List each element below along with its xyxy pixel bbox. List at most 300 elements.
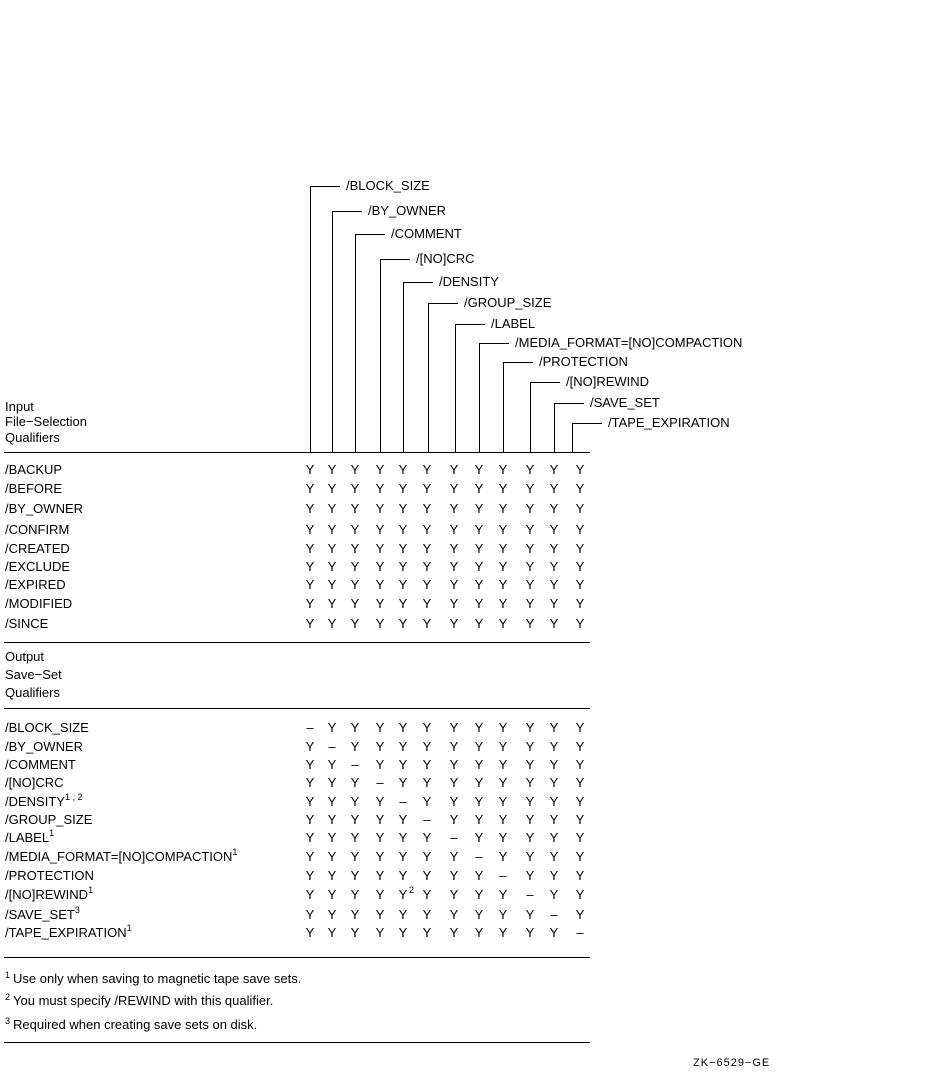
cell-value: Y [327, 522, 337, 537]
compatibility-cell [473, 813, 485, 827]
compatibility-cell [473, 578, 485, 592]
cell-value: Y [305, 559, 315, 574]
cell-value: Y [575, 720, 585, 735]
compatibility-cell [448, 542, 460, 556]
compatibility-cell [349, 542, 361, 556]
compatibility-cell [349, 888, 361, 902]
cell-value: Y [474, 462, 484, 477]
column-leader-horizontal [554, 403, 584, 404]
footnote-marker: 1 [126, 923, 132, 933]
cell-value: Y [575, 522, 585, 537]
qualifier-label [5, 847, 238, 865]
compatibility-cell [574, 463, 586, 477]
compatibility-cell [374, 721, 386, 735]
cell-value: Y [398, 501, 408, 516]
cell-value: Y [474, 616, 484, 631]
qualifier-label [5, 776, 64, 790]
compatibility-cell [548, 869, 560, 883]
compatibility-cell [574, 795, 586, 809]
cell-value: Y [575, 541, 585, 556]
compatibility-cell [548, 758, 560, 772]
cell-value: Y [575, 739, 585, 754]
compatibility-cell [473, 542, 485, 556]
cell-value: Y [350, 907, 360, 922]
cell-value: Y [525, 739, 535, 754]
compatibility-cell [524, 776, 536, 790]
compatibility-cell [548, 740, 560, 754]
compatibility-cell [574, 721, 586, 735]
qualifier-label [5, 560, 70, 574]
column-leader-vertical [503, 362, 504, 452]
cell-value: Y [398, 616, 408, 631]
column-header: /BLOCK_SIZE [346, 178, 430, 193]
compatibility-cell [473, 908, 485, 922]
cell-value: Y [575, 794, 585, 809]
cell-value: Y [327, 462, 337, 477]
cell-value: Y [575, 868, 585, 883]
cell-value: Y [525, 522, 535, 537]
cell-value: Y [422, 559, 432, 574]
compatibility-cell [548, 776, 560, 790]
column-leader-vertical [479, 343, 480, 452]
cell-value: Y [422, 775, 432, 790]
qualifier-name: /PROTECTION [5, 868, 94, 883]
footnote-marker: 2 [5, 992, 11, 1002]
figure-reference: ZK−6529−GE [693, 1057, 771, 1069]
column-leader-vertical [572, 423, 573, 452]
cell-value: – [328, 739, 336, 754]
cell-value: Y [375, 577, 385, 592]
cell-value: Y [375, 794, 385, 809]
cell-value: Y [422, 522, 432, 537]
cell-value: – [550, 907, 558, 922]
compatibility-cell [524, 502, 536, 516]
cell-value: Y [327, 849, 337, 864]
compatibility-cell [374, 740, 386, 754]
compatibility-cell [524, 908, 536, 922]
column-header: /PROTECTION [539, 354, 628, 369]
compatibility-cell [326, 926, 338, 940]
compatibility-cell [349, 463, 361, 477]
cell-value: Y [525, 541, 535, 556]
footnote-marker: 1 [5, 970, 11, 980]
cell-value: Y [398, 559, 408, 574]
cell-value: Y [525, 794, 535, 809]
cell-value: Y [449, 720, 459, 735]
cell-value: Y [449, 616, 459, 631]
qualifier-label [5, 502, 83, 516]
cell-value: Y [575, 812, 585, 827]
compatibility-cell [473, 560, 485, 574]
compatibility-cell [448, 617, 460, 631]
compatibility-cell [374, 926, 386, 940]
column-leader-horizontal [403, 282, 433, 283]
compatibility-cell [326, 831, 338, 845]
section-heading-input: File−Selection [5, 414, 88, 429]
qualifier-name: /EXPIRED [5, 577, 66, 592]
compatibility-cell [473, 926, 485, 940]
cell-value: Y [327, 596, 337, 611]
compatibility-cell [448, 578, 460, 592]
cell-value: Y [305, 616, 315, 631]
cell-value: Y [375, 462, 385, 477]
cell-value: Y [449, 849, 459, 864]
cell-value: Y [350, 868, 360, 883]
qualifier-name: /GROUP_SIZE [5, 812, 93, 827]
qualifier-name: /MODIFIED [5, 596, 73, 611]
compatibility-cell [397, 523, 409, 537]
cell-value: Y [575, 462, 585, 477]
compatibility-cell [374, 542, 386, 556]
compatibility-cell [421, 740, 433, 754]
qualifier-name: /SAVE_SET [5, 907, 75, 922]
cell-value: Y [327, 830, 337, 845]
compatibility-cell [497, 617, 509, 631]
compatibility-cell [304, 813, 316, 827]
compatibility-cell [548, 482, 560, 496]
cell-value: Y [575, 775, 585, 790]
compatibility-cell [524, 888, 536, 902]
cell-value: Y [350, 541, 360, 556]
compatibility-cell [421, 908, 433, 922]
footnote-marker: 1 [232, 847, 238, 857]
cell-value: Y [398, 830, 408, 845]
cell-value: Y [305, 794, 315, 809]
cell-value: Y [474, 775, 484, 790]
compatibility-cell [574, 502, 586, 516]
cell-value: – [423, 812, 431, 827]
cell-value: Y [575, 501, 585, 516]
cell-value: Y [327, 481, 337, 496]
cell-value: Y [305, 775, 315, 790]
cell-value: Y [350, 481, 360, 496]
cell-value: Y [350, 462, 360, 477]
column-header: /BY_OWNER [368, 203, 447, 218]
compatibility-cell [448, 908, 460, 922]
cell-value: Y [549, 616, 559, 631]
qualifier-label [5, 869, 94, 883]
qualifier-label [5, 758, 76, 772]
cell-value: Y [525, 830, 535, 845]
cell-value: Y [498, 849, 508, 864]
qualifier-label [5, 792, 83, 810]
compatibility-cell [397, 813, 409, 827]
compatibility-cell [548, 795, 560, 809]
cell-value: Y [398, 541, 408, 556]
compatibility-cell [397, 560, 409, 574]
footnote-text: Required when creating save sets on disk. [13, 1017, 258, 1032]
cell-value: Y [422, 925, 432, 940]
compatibility-cell [524, 795, 536, 809]
qualifier-name: /COMMENT [5, 757, 76, 772]
compatibility-cell [473, 776, 485, 790]
qualifier-label [5, 578, 66, 592]
compatibility-cell [349, 740, 361, 754]
compatibility-cell [524, 869, 536, 883]
compatibility-cell [497, 542, 509, 556]
qualifier-label [5, 597, 72, 611]
compatibility-cell [473, 758, 485, 772]
compatibility-cell [326, 721, 338, 735]
qualifier-name: /CREATED [5, 541, 70, 556]
cell-value: Y [422, 907, 432, 922]
compatibility-cell [448, 523, 460, 537]
compatibility-cell [326, 888, 338, 902]
compatibility-cell [349, 578, 361, 592]
cell-value: Y [498, 501, 508, 516]
cell-value: Y [525, 596, 535, 611]
compatibility-cell [349, 795, 361, 809]
compatibility-cell [574, 560, 586, 574]
cell-value: Y [449, 541, 459, 556]
cell-value: Y [498, 559, 508, 574]
qualifier-name: /EXCLUDE [5, 559, 71, 574]
compatibility-cell [374, 502, 386, 516]
cell-value: Y [449, 577, 459, 592]
cell-value: Y [327, 925, 337, 940]
cell-value: Y [525, 559, 535, 574]
compatibility-cell [574, 813, 586, 827]
qualifier-label [5, 463, 62, 477]
footnote-text: You must specify /REWIND with this qualifier. [13, 993, 274, 1008]
compatibility-cell [304, 795, 316, 809]
cell-value: Y [449, 925, 459, 940]
column-header: /[NO]CRC [416, 251, 475, 266]
compatibility-cell [349, 502, 361, 516]
cell-value: Y [350, 720, 360, 735]
cell-value: Y [375, 481, 385, 496]
compatibility-cell [326, 795, 338, 809]
cell-value: Y [575, 757, 585, 772]
cell-value: Y [525, 462, 535, 477]
cell-value: Y [422, 462, 432, 477]
column-header: /[NO]REWIND [566, 374, 650, 389]
compatibility-cell [574, 740, 586, 754]
cell-value: Y [350, 830, 360, 845]
cell-value: Y [549, 462, 559, 477]
qualifier-label [5, 885, 94, 903]
compatibility-cell [548, 560, 560, 574]
cell-value: Y [398, 481, 408, 496]
cell-value: Y [498, 541, 508, 556]
compatibility-cell [497, 813, 509, 827]
cell-value: Y [398, 462, 408, 477]
cell-value: Y [350, 559, 360, 574]
compatibility-cell [524, 740, 536, 754]
compatibility-cell [397, 740, 409, 754]
cell-value: Y [549, 794, 559, 809]
cell-value: Y [549, 849, 559, 864]
cell-value: Y [375, 559, 385, 574]
cell-value: Y [549, 559, 559, 574]
compatibility-cell [397, 758, 409, 772]
compatibility-cell [326, 850, 338, 864]
cell-value: Y [498, 830, 508, 845]
cell-value: Y [474, 522, 484, 537]
cell-value: Y [422, 849, 432, 864]
cell-value: Y [422, 887, 432, 902]
compatibility-cell [574, 597, 586, 611]
compatibility-cell [326, 758, 338, 772]
compatibility-cell [524, 523, 536, 537]
compatibility-cell [304, 482, 316, 496]
compatibility-cell [497, 463, 509, 477]
cell-value: Y [327, 559, 337, 574]
cell-value: Y [350, 522, 360, 537]
cell-value: Y [549, 812, 559, 827]
cell-value: Y [498, 596, 508, 611]
compatibility-cell [421, 869, 433, 883]
qualifier-label [5, 542, 70, 556]
compatibility-cell [397, 885, 415, 902]
column-leader-vertical [332, 211, 333, 452]
cell-value: Y [498, 887, 508, 902]
cell-value: Y [350, 849, 360, 864]
cell-value: Y [375, 616, 385, 631]
column-header: /GROUP_SIZE [464, 295, 552, 310]
compatibility-cell [326, 523, 338, 537]
cell-value: Y [474, 720, 484, 735]
cell-value: Y [449, 559, 459, 574]
compatibility-cell [497, 502, 509, 516]
table-rule [4, 708, 590, 709]
cell-value: Y [305, 830, 315, 845]
cell-value: Y [305, 757, 315, 772]
compatibility-cell [374, 888, 386, 902]
column-leader-horizontal [310, 186, 340, 187]
cell-value: Y [350, 887, 360, 902]
compatibility-cell [497, 795, 509, 809]
compatibility-cell [349, 482, 361, 496]
compatibility-cell [448, 926, 460, 940]
cell-value: Y [350, 775, 360, 790]
compatibility-cell [473, 721, 485, 735]
compatibility-cell [304, 578, 316, 592]
qualifier-label [5, 813, 92, 827]
compatibility-cell [448, 463, 460, 477]
cell-value: Y [525, 577, 535, 592]
compatibility-cell [421, 523, 433, 537]
compatibility-cell [448, 502, 460, 516]
cell-value: Y [525, 925, 535, 940]
footnote-marker: 2 [409, 885, 415, 895]
cell-value: Y [474, 907, 484, 922]
cell-value: Y [525, 775, 535, 790]
compatibility-cell [524, 831, 536, 845]
cell-value: Y [474, 577, 484, 592]
section-heading-output: Save−Set [5, 667, 62, 682]
cell-value: Y [305, 481, 315, 496]
cell-value: Y [449, 596, 459, 611]
cell-value: Y [327, 868, 337, 883]
compatibility-cell [397, 869, 409, 883]
cell-value: Y [350, 596, 360, 611]
cell-value: Y [449, 757, 459, 772]
cell-value: Y [498, 481, 508, 496]
qualifier-label [5, 905, 80, 923]
compatibility-cell [397, 850, 409, 864]
cell-value: Y [474, 596, 484, 611]
qualifier-label [5, 617, 48, 631]
compatibility-cell [448, 776, 460, 790]
qualifier-name: /LABEL [5, 830, 50, 845]
compatibility-cell [448, 721, 460, 735]
compatibility-cell [548, 542, 560, 556]
compatibility-cell [548, 813, 560, 827]
compatibility-cell [421, 813, 433, 827]
column-header: /LABEL [491, 316, 536, 331]
compatibility-cell [421, 463, 433, 477]
compatibility-cell [304, 502, 316, 516]
compatibility-cell [349, 758, 361, 772]
footnote [5, 1018, 257, 1033]
cell-value: Y [305, 849, 315, 864]
compatibility-cell [349, 926, 361, 940]
compatibility-cell [421, 926, 433, 940]
cell-value: Y [449, 794, 459, 809]
compatibility-cell [304, 850, 316, 864]
cell-value: Y [525, 868, 535, 883]
compatibility-cell [448, 758, 460, 772]
qualifier-name: /DENSITY [5, 794, 65, 809]
cell-value: Y [575, 887, 585, 902]
compatibility-cell [574, 869, 586, 883]
column-header: /SAVE_SET [590, 395, 660, 410]
cell-value: Y [375, 596, 385, 611]
compatibility-cell [374, 560, 386, 574]
compatibility-cell [421, 542, 433, 556]
cell-value: Y [422, 596, 432, 611]
compatibility-cell [374, 831, 386, 845]
compatibility-cell [397, 831, 409, 845]
cell-value: Y [398, 925, 408, 940]
compatibility-cell [574, 758, 586, 772]
cell-value: Y [549, 481, 559, 496]
compatibility-cell [574, 908, 586, 922]
cell-value: Y [422, 616, 432, 631]
qualifier-name: /SINCE [5, 616, 49, 631]
compatibility-cell [349, 721, 361, 735]
cell-value: Y [327, 501, 337, 516]
cell-value: Y [422, 794, 432, 809]
compatibility-cell [397, 926, 409, 940]
compatibility-cell [448, 597, 460, 611]
qualifier-label [5, 828, 55, 846]
compatibility-cell [397, 908, 409, 922]
compatibility-cell [304, 908, 316, 922]
compatibility-cell [349, 813, 361, 827]
compatibility-cell [349, 908, 361, 922]
compatibility-cell [374, 795, 386, 809]
qualifier-label [5, 721, 89, 735]
compatibility-cell [349, 831, 361, 845]
qualifier-name: /TAPE_EXPIRATION [5, 925, 127, 940]
column-header: /DENSITY [439, 274, 499, 289]
table-rule [4, 452, 590, 453]
compatibility-cell [397, 463, 409, 477]
compatibility-cell [548, 908, 560, 922]
cell-value: Y [498, 794, 508, 809]
cell-value: Y [474, 739, 484, 754]
cell-value: Y [375, 720, 385, 735]
compatibility-cell [374, 813, 386, 827]
cell-value: Y [375, 739, 385, 754]
compatibility-cell [448, 795, 460, 809]
compatibility-cell [548, 617, 560, 631]
compatibility-cell [374, 908, 386, 922]
cell-value: Y [525, 849, 535, 864]
cell-value: Y [549, 522, 559, 537]
